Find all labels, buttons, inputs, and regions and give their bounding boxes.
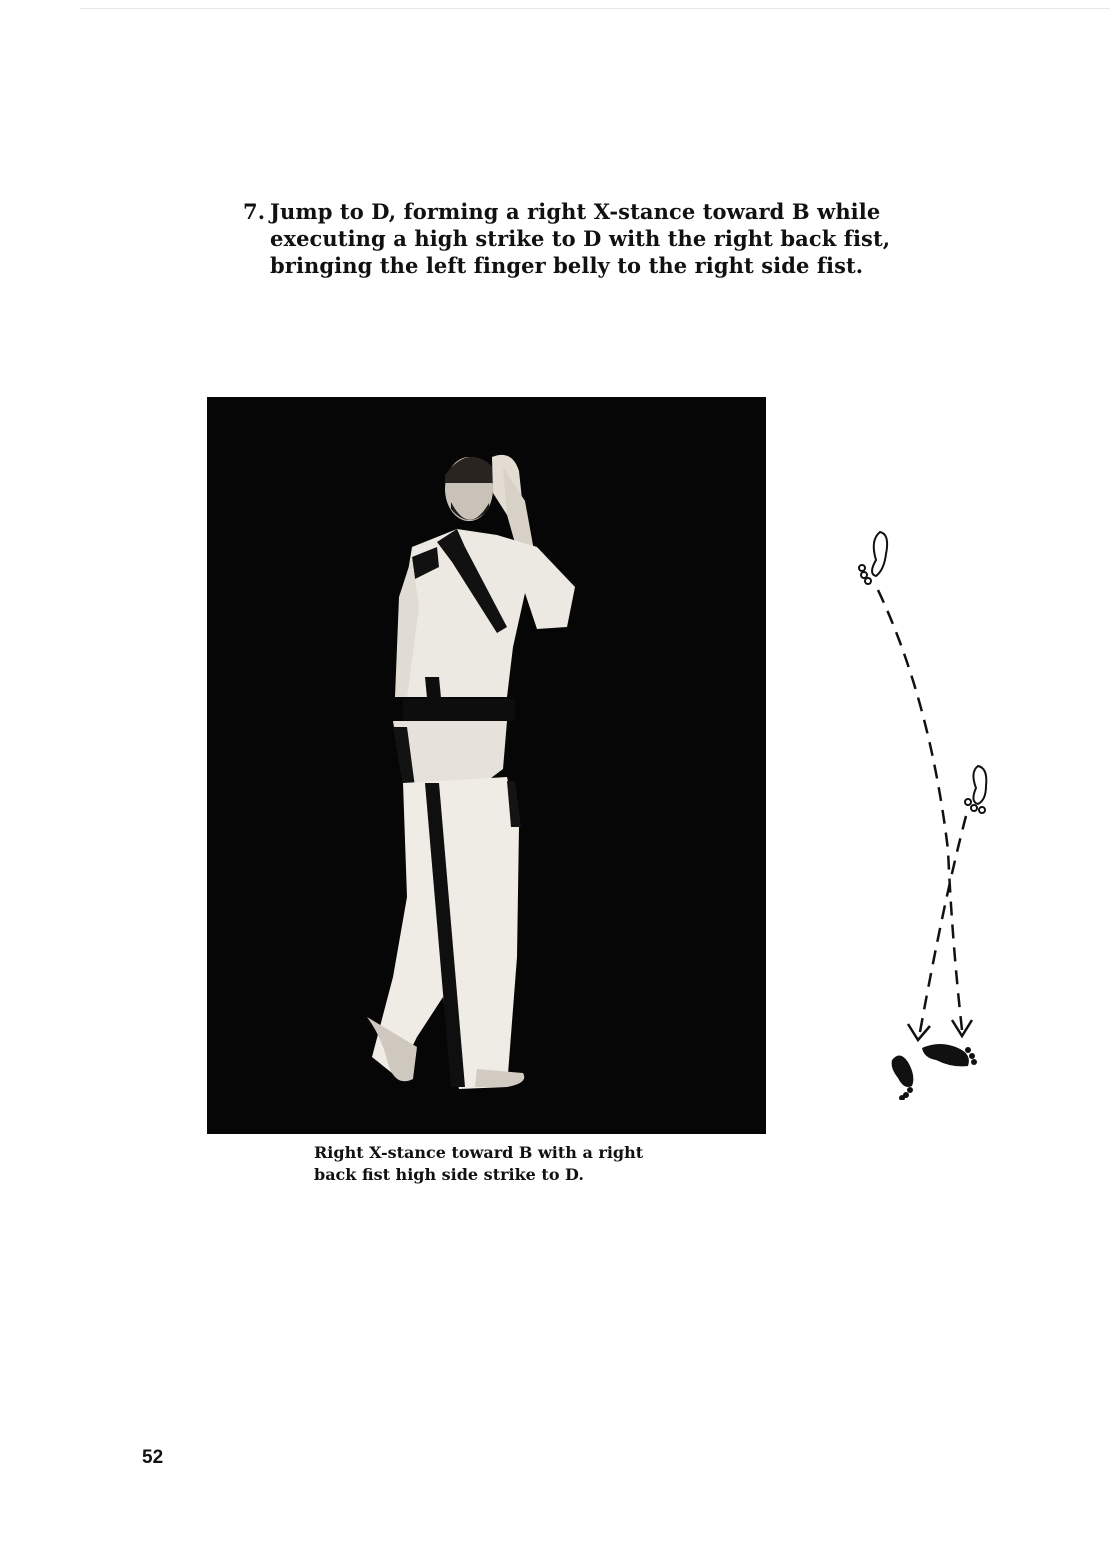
photo-caption	[314, 1142, 714, 1186]
mid-footprint-icon	[965, 766, 986, 813]
page-number: 52	[142, 1447, 164, 1468]
footstep-path-icon	[840, 520, 1000, 1100]
instruction-step	[243, 198, 943, 278]
technique-photo	[207, 397, 766, 1134]
step-text: Jump to D, forming a right X-stance toward B while executing a high strike to D with the right back fist, bringing the left finger belly to the right side fist.	[270, 199, 891, 278]
footwork-diagram	[840, 520, 1000, 1100]
caption-line-1: Right X-stance toward B with a right	[314, 1143, 644, 1162]
start-footprint-icon	[859, 532, 887, 584]
martial-artist-x-stance-photo	[207, 397, 766, 1134]
top-edge-rule	[80, 8, 1110, 9]
caption-line-2: back fist high side strike to D.	[314, 1165, 584, 1184]
step-number: 7.	[243, 199, 266, 224]
end-footprints-icon	[892, 1044, 977, 1100]
